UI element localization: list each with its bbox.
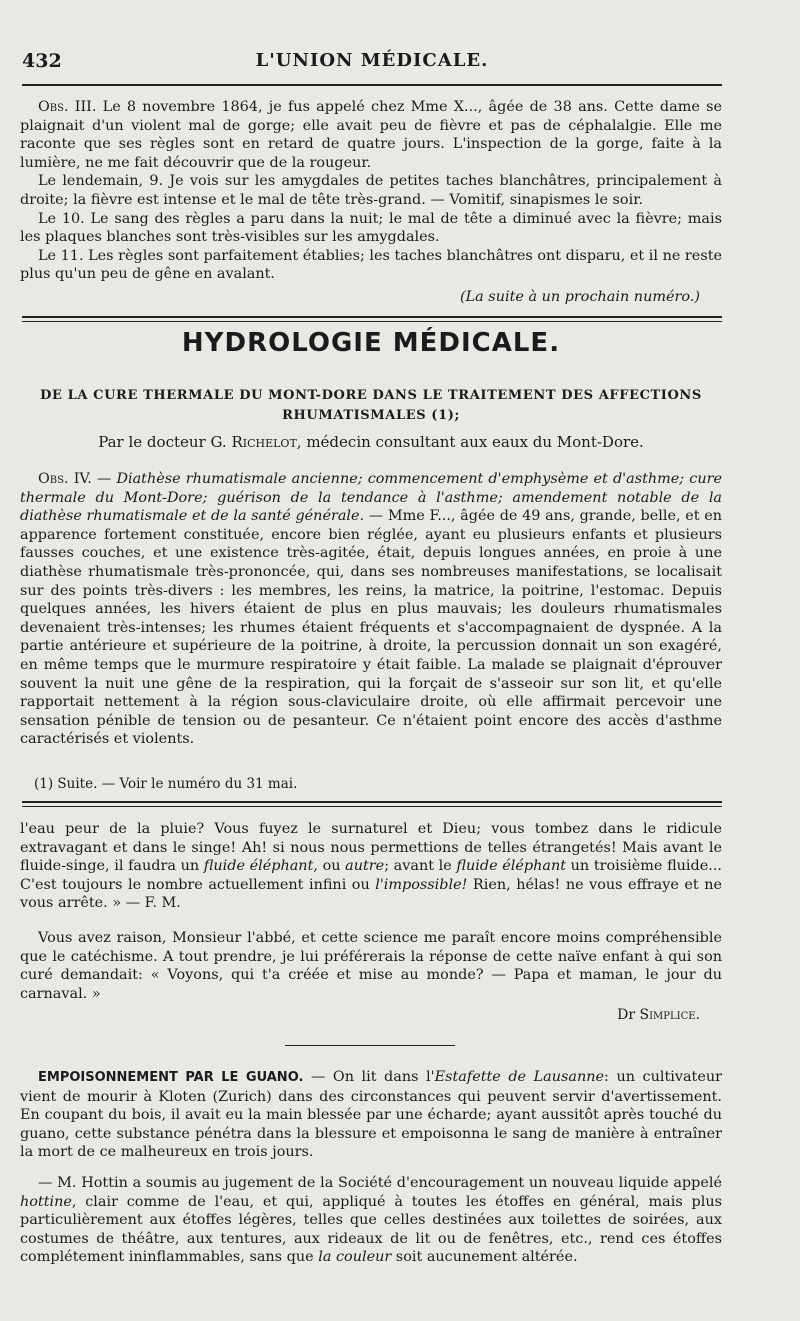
- page-number: 432: [22, 50, 62, 72]
- feuilleton-paragraph-1: [20, 820, 722, 913]
- obs4-paragraph: [20, 470, 722, 749]
- guano-italic: Estafette de Lausanne: [434, 1069, 605, 1085]
- obs3-paragraph-4: Le 11. Les règles sont parfaitement établies; les taches blanchâtres ont disparu, et il ne reste plus qu'un peu de gêne en avalant.: [20, 247, 723, 283]
- feuilleton-italic-2: autre: [345, 858, 385, 875]
- feuilleton-text-e: Rien, hélas! ne vous effraye et ne vous arrête. » — F. M.: [20, 876, 722, 912]
- spacer: [20, 1162, 722, 1174]
- author-prefix: Par le docteur G.: [98, 433, 232, 451]
- guano-text-a: — On lit dans l': [303, 1069, 435, 1085]
- author-name: Richelot: [231, 433, 297, 451]
- short-divider: [285, 1045, 455, 1046]
- obs4-italic-summary: — Diathèse rhumatismale ancienne; commencement d'emphysème et d'asthme; cure thermale du Mont-Dore; guérison de la tendance à l'asthme; amendement notable de la diathèse rhumatismale et de la santé générale.: [20, 471, 722, 525]
- feuilleton-divider: [22, 801, 722, 807]
- running-header: [22, 50, 722, 80]
- hottine-text-b: , clair comme de l'eau, et qui, appliqué à toutes les étoffes en général, mais plus particulièrement aux étoffes légères, telles que celles destinées aux toilettes de soirées, aux costumes de théâtre, aux tentures, aux rideaux de lit ou de fenêtres, etc., rend ces étoffes complétement ininflammables, sans que: [20, 1193, 722, 1266]
- feuilleton-text-c: ; avant le: [384, 858, 457, 875]
- obs3-paragraph-3: Le 10. Le sang des règles a paru dans la nuit; le mal de tête a diminué avec la fièvre; mais les plaques blanches sont très-visibles sur les amygdales.: [20, 210, 722, 246]
- obs4-lead: Obs. IV.: [38, 471, 92, 487]
- guano-paragraph: [20, 1068, 722, 1162]
- journal-title: L'UNION MÉDICALE.: [255, 50, 489, 71]
- hottine-italic-2: la couleur: [318, 1249, 392, 1266]
- signature-prefix: Dr: [617, 1007, 640, 1024]
- article-subtitle: DE LA CURE THERMALE DU MONT-DORE DANS LE TRAITEMENT DES AFFECTIONS RHUMATISMALES (1);: [40, 388, 702, 423]
- news-items: [20, 1068, 722, 1267]
- spacer: [20, 913, 722, 929]
- obs3-lead: Obs. III.: [38, 99, 97, 115]
- feuilleton: [20, 820, 722, 1023]
- guano-text-b: : un cultivateur vient de mourir à Kloten (Zurich) dans des circonstances qui peuvent servir d'avertissement. En coupant du bois, il avait eu la main blessée par une écharde; ayant aussitôt après touché du guano, cette substance pénétra dans la blessure et empoisonna le sang de manière à entraîner la mort de ce malheureux en trois jours.: [20, 1069, 723, 1161]
- hottine-italic-1: hottine: [20, 1193, 72, 1210]
- feuilleton-text-a: l'eau peur de la pluie? Vous fuyez le surnaturel et Dieu; vous tombez dans le ridicule extravagant et dans le singe! Ah! si nous nous permettions de telles étrangetés! Mais avant le fluide-singe, il faudra un: [20, 821, 722, 875]
- feuilleton-text-b: , ou: [313, 858, 346, 875]
- signature: [20, 1007, 722, 1023]
- continuation-note: (La suite à un prochain numéro.): [459, 288, 700, 305]
- signature-name: Simplice.: [639, 1007, 700, 1024]
- section-divider: [22, 316, 722, 322]
- obs3-paragraph-2: Le lendemain, 9. Je vois sur les amygdales de petites taches blanchâtres, principalement à droite; la fièvre est intense et le mal de tête très-grand. — Vomitif, sinapismes le soir.: [20, 173, 722, 208]
- section-title: HYDROLOGIE MÉDICALE.: [181, 328, 561, 358]
- feuilleton-italic-1: fluide éléphant: [203, 858, 314, 875]
- article-author: [20, 433, 722, 451]
- feuilleton-italic-4: l'impossible!: [375, 876, 468, 893]
- obs3-paragraph-1: [20, 98, 722, 172]
- header-rule: [22, 84, 722, 86]
- feuilleton-italic-3: fluide éléphant: [456, 858, 567, 875]
- author-suffix: , médecin consultant aux eaux du Mont-Dore.: [296, 433, 644, 451]
- feuilleton-text-d: un troisième fluide... C'est toujours le nombre actuellement infini ou: [20, 858, 722, 893]
- footnote: (1) Suite. — Voir le numéro du 31 mai.: [34, 776, 298, 792]
- obs3-text: Le 8 novembre 1864, je fus appelé chez Mme X..., âgée de 38 ans. Cette dame se plaignait d'un violent mal de gorge; elle avait peu de fièvre et pas de céphalalgie. Elle me raconte que ses règles sont en retard de quatre jours. L'inspection de la gorge, faite à la lumière, ne me fait découvrir que de la rougeur.: [20, 99, 722, 171]
- feuilleton-paragraph-2: Vous avez raison, Monsieur l'abbé, et cette science me paraît encore moins compréhensible que le catéchisme. A tout prendre, je lui préférerais la réponse de cette naïve enfant à qui son curé demandait: « Voyons, qui t'a créée et mise au monde? — Papa et maman, le jour du carnaval. »: [20, 929, 722, 1002]
- obs4-body: — Mme F..., âgée de 49 ans, grande, belle, et en apparence fortement constituée, encore bien réglée, ayant eu plusieurs enfants et plusieurs fausses couches, et une existence très-agitée, était, depuis longues années, en proie à une diathèse rhumatismale très-prononcée, qui, dans ses nombreuses manifestations, se localisait sur des points très-divers : les membres, les reins, la matrice, la poitrine, l'estomac. Depuis quelques années, les hivers étaient de plus en plus mauvais; les douleurs rhumatismales devenaient très-intenses; les rhumes étaient fréquents et s'accompagnaient de dyspnée. A la partie antérieure et supérieure de la poitrine, à droite, la percussion donnait un son exagéré, en même temps que le murmure respiratoire y était faible. La malade se plaignait d'éprouver souvent la nuit une gêne de la respiration, qui la forçait de s'asseoir sur son lit, et qu'elle rapportait nettement à la région sous-claviculaire droite, où elle affirmait percevoir une sensation pénible de tension ou de pesanteur. Ce n'étaient point encore des accès d'asthme caractérisés et violents.: [20, 508, 722, 748]
- observation-3: [20, 98, 722, 307]
- hottine-paragraph: [20, 1174, 722, 1267]
- hottine-text-c: soit aucunement altérée.: [391, 1249, 578, 1266]
- observation-4: [20, 470, 722, 749]
- hottine-text-a: — M. Hottin a soumis au jugement de la Société d'encouragement un nouveau liquide appelé: [38, 1174, 722, 1191]
- guano-heading: EMPOISONNEMENT PAR LE GUANO.: [38, 1070, 304, 1085]
